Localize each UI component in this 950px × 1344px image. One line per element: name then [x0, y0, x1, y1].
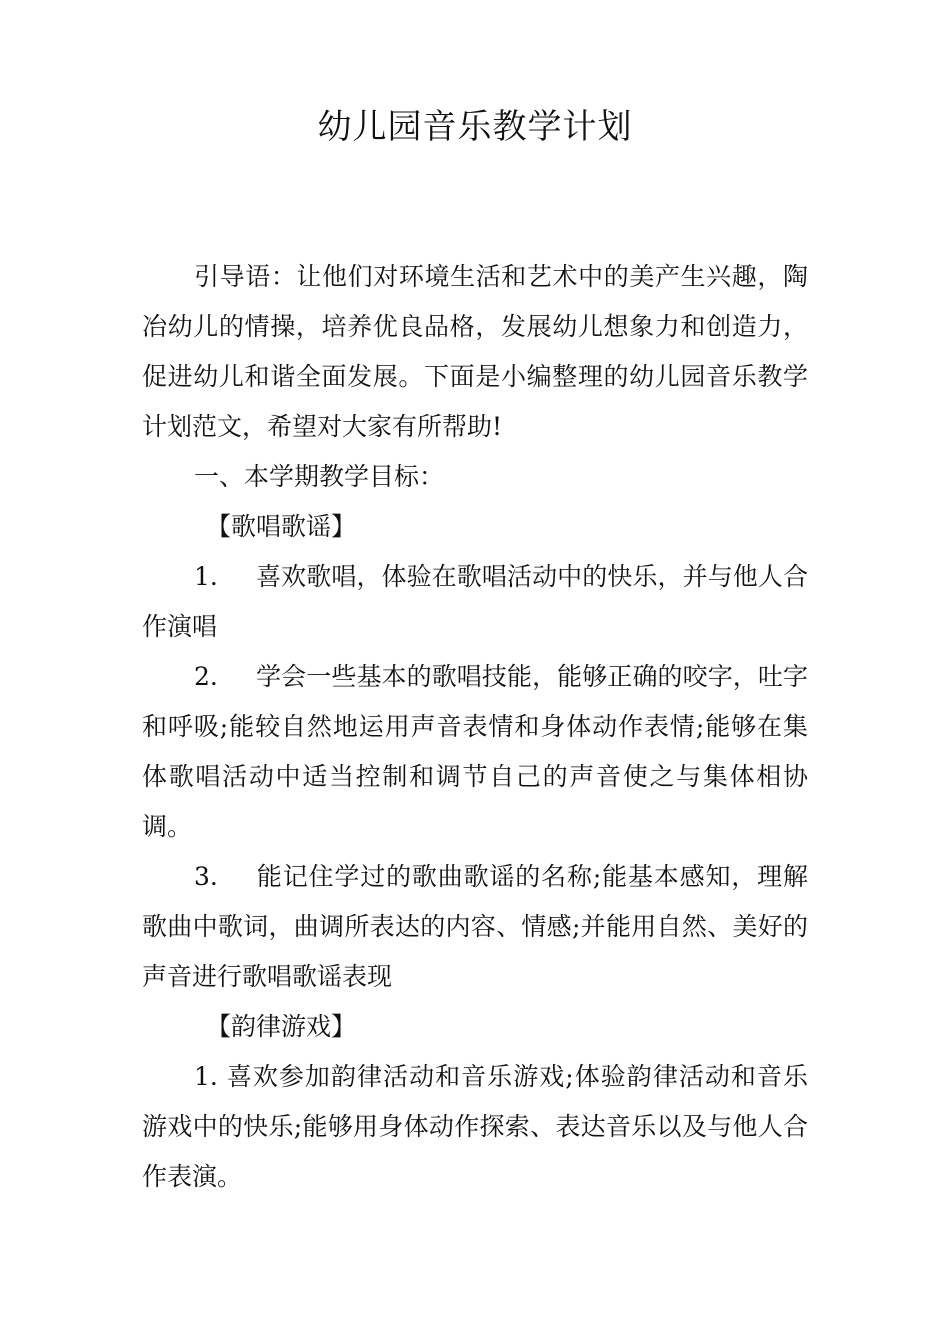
document-body — [142, 252, 808, 1202]
item-number: 2. — [194, 662, 218, 691]
singing-item-3 — [142, 852, 808, 1002]
singing-item-1 — [142, 552, 808, 652]
document-title: 幼儿园音乐教学计划 — [317, 107, 633, 147]
item-text: 喜欢歌唱，体验在歌唱活动中的快乐，并与他人合作演唱 — [142, 562, 808, 641]
subheading-singing: 【歌唱歌谣】 — [206, 512, 357, 541]
rhythm-item-1: 1. 喜欢参加韵律活动和音乐游戏;体验韵律活动和音乐游戏中的快乐;能够用身体动作探索、表达音乐以及与他人合作表演。 — [142, 1062, 808, 1191]
subheading-rhythm: 【韵律游戏】 — [206, 1012, 357, 1041]
intro-paragraph: 引导语：让他们对环境生活和艺术中的美产生兴趣，陶冶幼儿的情操，培养优良品格，发展幼儿想象力和创造力，促进幼儿和谐全面发展。下面是小编整理的幼儿园音乐教学计划范文，希望对大家有所帮助! — [142, 262, 808, 441]
item-number: 3. — [194, 862, 218, 891]
item-text: 学会一些基本的歌唱技能，能够正确的咬字，吐字和呼吸;能较自然地运用声音表情和身体动作表情;能够在集体歌唱活动中适当控制和调节自己的声音使之与集体相协调。 — [142, 662, 808, 841]
item-text: 能记住学过的歌曲歌谣的名称;能基本感知，理解歌曲中歌词，曲调所表达的内容、情感;并能用自然、美好的声音进行歌唱歌谣表现 — [142, 862, 808, 991]
item-number: 1. — [194, 562, 218, 591]
section-heading-goals: 一、本学期教学目标： — [194, 462, 445, 491]
singing-item-2 — [142, 652, 808, 852]
